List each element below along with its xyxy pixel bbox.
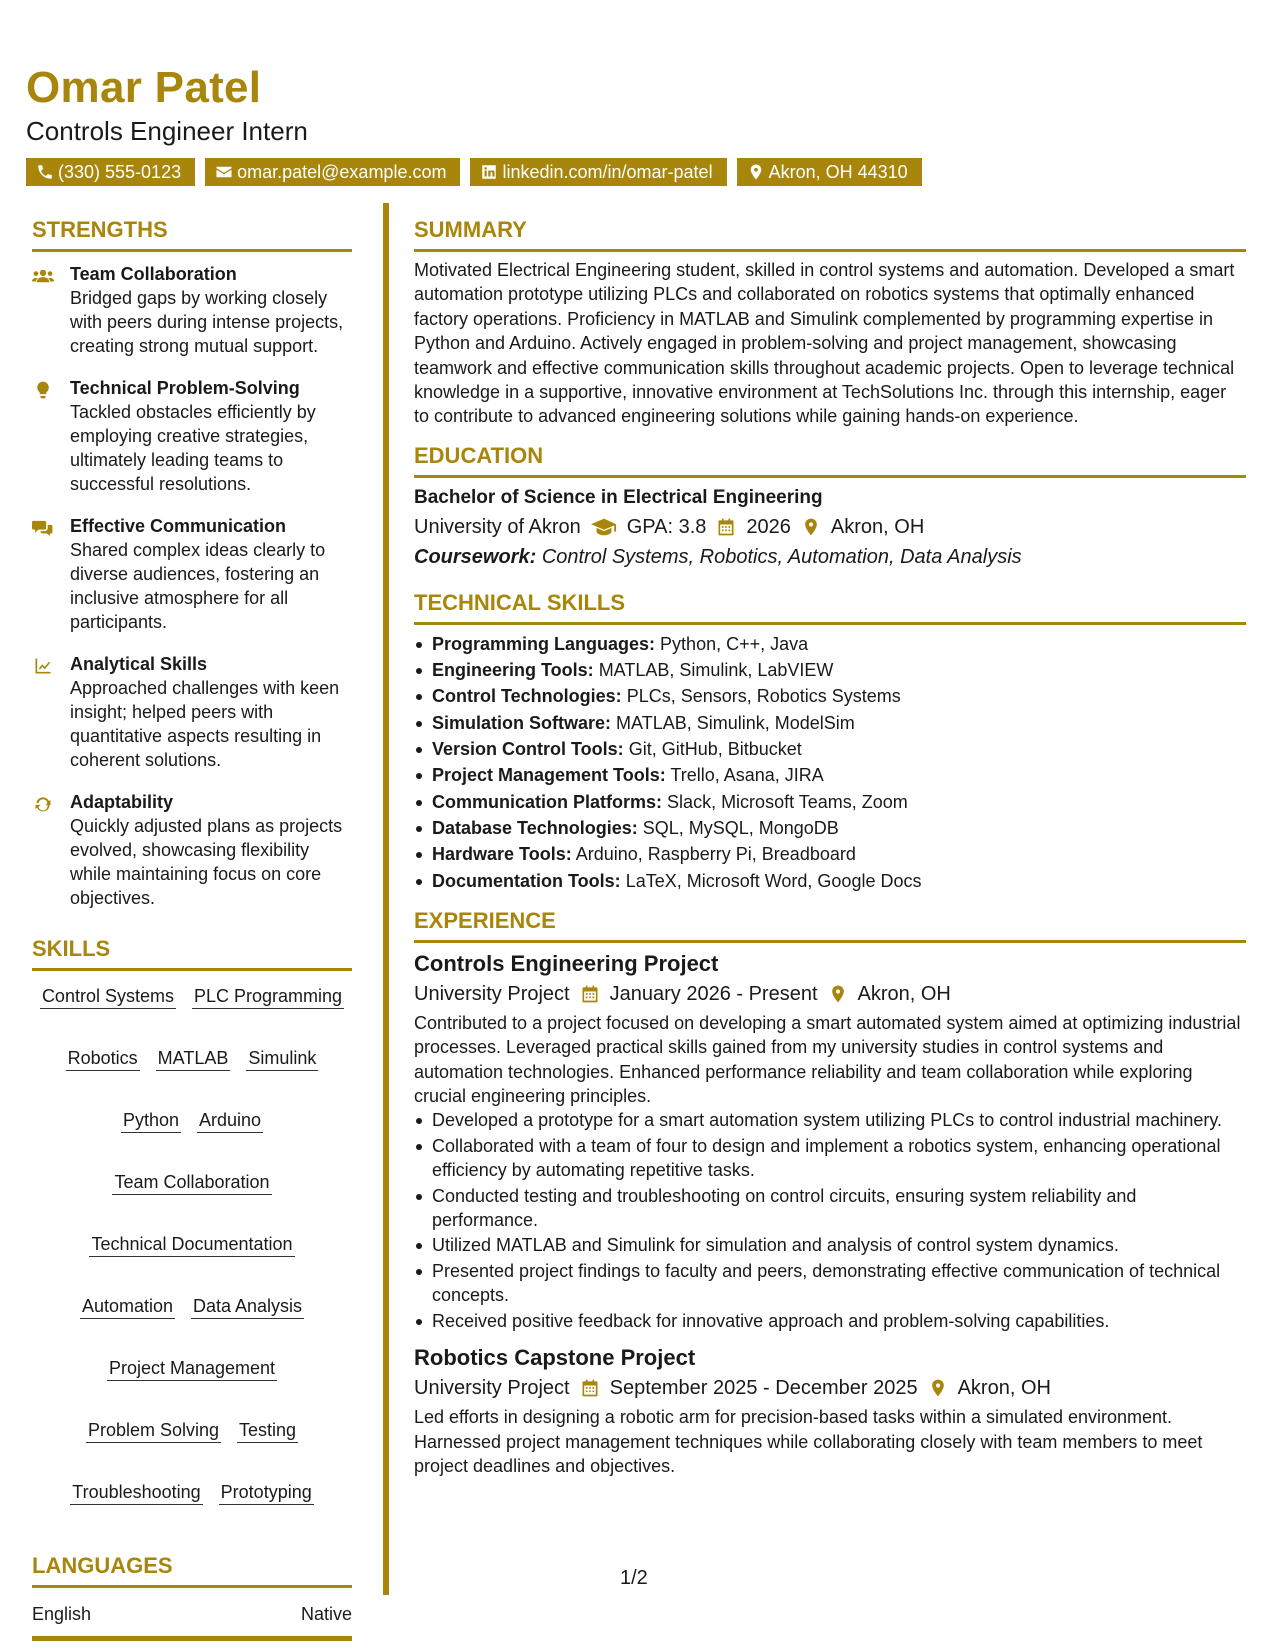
resume-header	[26, 62, 1256, 186]
language-level: Native	[300, 1604, 352, 1624]
skill-tag: Robotics	[66, 1047, 140, 1071]
skill-tag: Control Systems	[40, 985, 176, 1009]
list-item	[414, 841, 1246, 867]
map-pin-icon	[928, 1378, 948, 1398]
skill-tag: Project Management	[107, 1357, 277, 1381]
skill-category: Engineering Tools:	[432, 660, 594, 681]
lightbulb-icon	[32, 380, 54, 400]
candidate-name: Omar Patel	[26, 63, 262, 112]
skill-values: Python, C++, Java	[660, 633, 809, 654]
skill-values: MATLAB, Simulink, ModelSim	[616, 712, 855, 733]
strength-desc: Approached challenges with keen insight; helped peers with quantitative aspects resulting in coherent solutions.	[70, 678, 340, 770]
left-column	[32, 215, 352, 1641]
experience-dates: January 2026 - Present	[609, 982, 818, 1005]
contact-location	[737, 158, 922, 186]
map-pin-icon	[828, 984, 848, 1004]
experience-org: University Project	[414, 982, 570, 1005]
list-item	[414, 683, 1246, 709]
refresh-icon	[32, 794, 54, 814]
school-name: University of Akron	[414, 515, 581, 538]
summary-heading: SUMMARY	[414, 215, 1246, 252]
comments-icon	[32, 518, 54, 538]
skill-category: Simulation Software:	[432, 712, 612, 733]
graduation-cap-icon	[591, 517, 617, 537]
technical-skills-list	[414, 631, 1246, 894]
strength-title: Analytical Skills	[70, 654, 208, 674]
experience-item	[414, 949, 1246, 1333]
skill-values: MATLAB, Simulink, LabVIEW	[598, 660, 834, 681]
contact-phone-text: (330) 555-0123	[58, 162, 182, 182]
experience-location: Akron, OH	[957, 1377, 1051, 1400]
experience-dates: September 2025 - December 2025	[609, 1377, 918, 1400]
skill-tag: Simulink	[246, 1047, 318, 1071]
strength-desc: Bridged gaps by working closely with peers during intense projects, creating strong mutual support.	[70, 288, 344, 356]
phone-icon	[36, 163, 54, 181]
experience-item	[414, 1343, 1246, 1478]
skill-tag: MATLAB	[156, 1047, 231, 1071]
skill-tag: Troubleshooting	[70, 1481, 202, 1505]
skill-category: Programming Languages:	[432, 633, 656, 654]
strength-desc: Tackled obstacles efficiently by employing creative strategies, ultimately leading teams to successful resolutions.	[70, 402, 316, 494]
skill-values: Arduino, Raspberry Pi, Breadboard	[575, 844, 856, 865]
experience-location: Akron, OH	[857, 982, 951, 1005]
skill-tag: Team Collaboration	[112, 1171, 271, 1195]
right-column	[414, 215, 1246, 1478]
language-name: English	[32, 1604, 92, 1624]
graduation-year: 2026	[746, 515, 791, 538]
gpa: GPA: 3.8	[626, 515, 707, 538]
skill-tag: Problem Solving	[86, 1419, 221, 1443]
coursework-label: Coursework:	[414, 545, 537, 568]
strength-item	[32, 790, 352, 910]
skill-values: Trello, Asana, JIRA	[670, 765, 824, 786]
strength-title: Adaptability	[70, 792, 174, 812]
list-item: Received positive feedback for innovative approach and problem-solving capabilities.	[414, 1309, 1246, 1333]
candidate-title: Controls Engineer Intern	[26, 116, 308, 146]
list-item: Conducted testing and troubleshooting on control circuits, ensuring system reliability and performance.	[414, 1184, 1246, 1233]
education-heading: EDUCATION	[414, 441, 1246, 478]
list-item: Developed a prototype for a smart automation system utilizing PLCs to control industrial machinery.	[414, 1108, 1246, 1132]
degree-title: Bachelor of Science in Electrical Engineering	[414, 486, 823, 508]
contact-email-text: omar.patel@example.com	[237, 162, 447, 182]
summary-text: Motivated Electrical Engineering student, skilled in control systems and automation. Developed a smart automation prototype utilizing PLCs and collaborated on robotics systems that optimally enhanced factory operations. Proficiency in MATLAB and Simulink complemented by programming expertise in Python and Arduino. Actively engaged in problem-solving and project management, showcasing teamwork and effective communication skills throughout academic projects. Open to leverage technical knowledge in a supportive, innovative environment at TechSolutions Inc. through this internship, eager to contribute to advanced engineering solutions while gaining hands-on experience.	[414, 260, 1235, 427]
skill-category: Version Control Tools:	[432, 739, 624, 760]
education-meta	[414, 512, 1246, 542]
experience-bullets	[414, 1108, 1246, 1333]
school-location: Akron, OH	[830, 515, 925, 538]
list-item	[414, 736, 1246, 762]
strength-item	[32, 514, 352, 634]
strengths-heading: STRENGTHS	[32, 215, 352, 252]
skill-tag: Prototyping	[219, 1481, 314, 1505]
list-item	[414, 657, 1246, 683]
skills-heading: SKILLS	[32, 934, 352, 971]
skill-values: PLCs, Sensors, Robotics Systems	[626, 686, 901, 707]
contact-phone[interactable]	[26, 158, 195, 186]
strength-title: Technical Problem-Solving	[70, 378, 300, 398]
skill-values: Git, GitHub, Bitbucket	[628, 739, 802, 760]
strength-item	[32, 652, 352, 772]
envelope-icon	[215, 163, 233, 181]
experience-heading: EXPERIENCE	[414, 906, 1246, 943]
skill-tag: PLC Programming	[192, 985, 344, 1009]
skill-tag: Testing	[237, 1419, 298, 1443]
experience-org: University Project	[414, 1377, 570, 1400]
skill-category: Documentation Tools:	[432, 870, 621, 891]
skill-tag: Technical Documentation	[89, 1233, 294, 1257]
chart-line-icon	[32, 656, 54, 676]
experience-desc: Led efforts in designing a robotic arm for precision-based tasks within a simulated environment. Harnessed project management techniques while collaborating closely with team members to meet project deadlines and objectives.	[414, 1407, 1203, 1476]
list-item	[414, 631, 1246, 657]
skill-category: Project Management Tools:	[432, 765, 666, 786]
skill-tag: Arduino	[197, 1109, 263, 1133]
skill-values: Slack, Microsoft Teams, Zoom	[667, 791, 908, 812]
contact-email[interactable]	[205, 158, 460, 186]
list-item	[414, 789, 1246, 815]
contact-bar	[26, 158, 1256, 186]
strength-item	[32, 262, 352, 358]
skill-category: Database Technologies:	[432, 817, 638, 838]
calendar-icon	[580, 984, 600, 1004]
language-row	[32, 1592, 352, 1641]
linkedin-icon	[480, 163, 498, 181]
experience-meta	[414, 1373, 1246, 1403]
strength-title: Effective Communication	[70, 516, 287, 536]
contact-linkedin-text: linkedin.com/in/omar-patel	[502, 162, 713, 182]
skill-tag: Automation	[80, 1295, 175, 1319]
contact-linkedin[interactable]	[470, 158, 726, 186]
experience-desc: Contributed to a project focused on developing a smart automated system aimed at optimizing industrial processes. Leveraged practical skills gained from my university studies in control systems and automation technologies. Enhanced performance reliability and team collaboration while exploring crucial engineering principles.	[414, 1012, 1241, 1107]
contact-location-text: Akron, OH 44310	[768, 162, 908, 182]
skill-values: SQL, MySQL, MongoDB	[642, 817, 839, 838]
technical-skills-heading: TECHNICAL SKILLS	[414, 588, 1246, 625]
skill-category: Communication Platforms:	[432, 791, 663, 812]
list-item	[414, 868, 1246, 894]
strength-desc: Quickly adjusted plans as projects evolved, showcasing flexibility while maintaining focus on core objectives.	[70, 816, 343, 908]
list-item	[414, 762, 1246, 788]
skills-tags	[32, 981, 352, 1505]
strength-title: Team Collaboration	[70, 264, 237, 284]
skill-category: Control Technologies:	[432, 686, 622, 707]
skill-values: LaTeX, Microsoft Word, Google Docs	[625, 870, 922, 891]
coursework-list: Control Systems, Robotics, Automation, Data Analysis	[541, 545, 1022, 568]
strength-item	[32, 376, 352, 496]
experience-title: Robotics Capstone Project	[414, 1345, 696, 1371]
skill-tag: Data Analysis	[191, 1295, 304, 1319]
calendar-icon	[580, 1378, 600, 1398]
list-item	[414, 815, 1246, 841]
calendar-icon	[716, 517, 736, 537]
page-number: 1/2	[620, 1567, 648, 1589]
column-divider	[383, 203, 389, 1595]
list-item: Utilized MATLAB and Simulink for simulation and analysis of control system dynamics.	[414, 1233, 1246, 1257]
experience-title: Controls Engineering Project	[414, 950, 719, 976]
map-pin-icon	[747, 163, 765, 181]
coursework	[414, 542, 1246, 572]
map-pin-icon	[801, 517, 821, 537]
strength-desc: Shared complex ideas clearly to diverse audiences, fostering an inclusive atmosphere for all participants.	[70, 540, 326, 632]
list-item	[414, 710, 1246, 736]
languages-heading: LANGUAGES	[32, 1551, 352, 1588]
skill-tag: Python	[121, 1109, 181, 1133]
skill-category: Hardware Tools:	[432, 844, 572, 865]
experience-meta	[414, 979, 1246, 1009]
list-item: Presented project findings to faculty and peers, demonstrating effective communication of technical concepts.	[414, 1259, 1246, 1308]
list-item: Collaborated with a team of four to design and implement a robotics system, enhancing operational efficiency by automating repetitive tasks.	[414, 1134, 1246, 1183]
users-icon	[32, 266, 54, 286]
